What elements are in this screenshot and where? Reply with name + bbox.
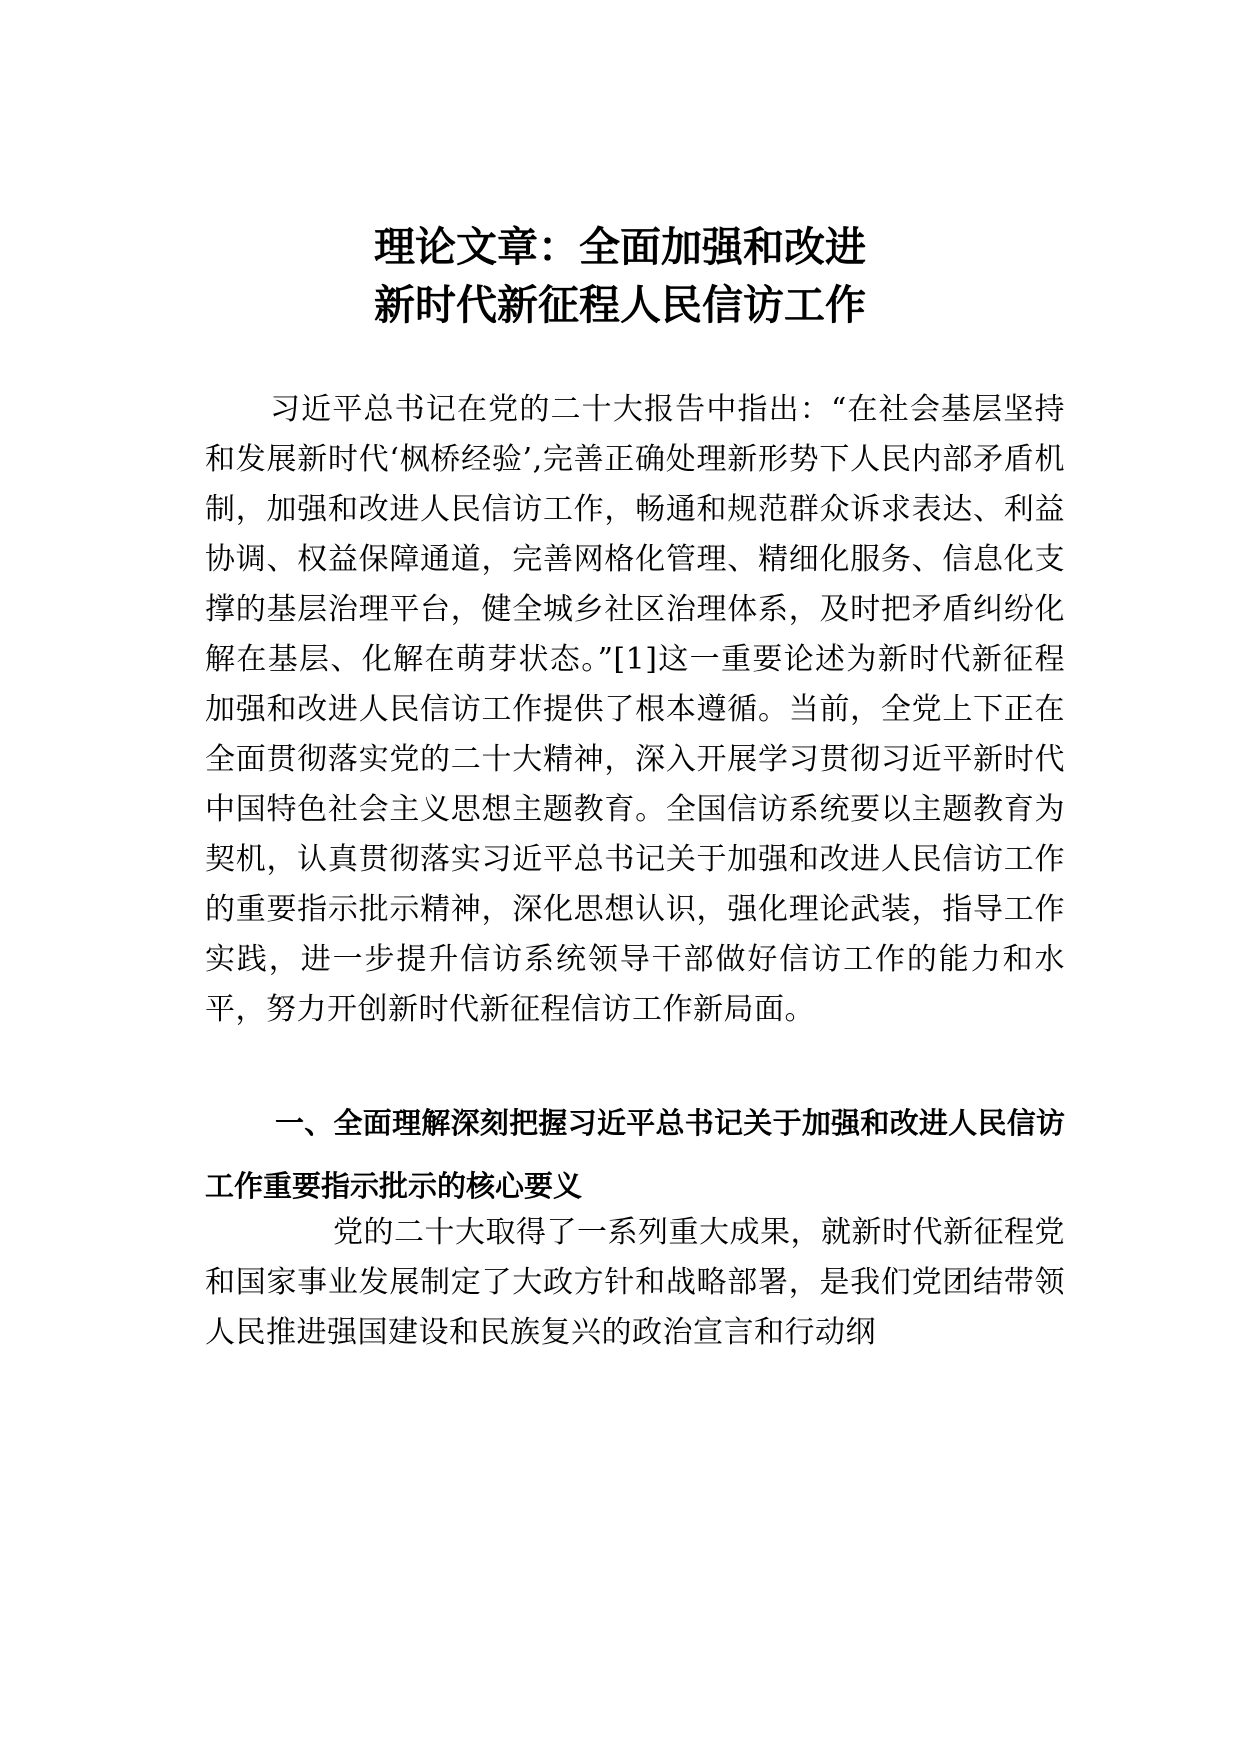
section-heading-1: 一、全面理解深刻把握习近平总书记关于加强和改进人民信访工作重要指示批示的核心要义 <box>205 1106 1065 1203</box>
paragraph-intro: 习近平总书记在党的二十大报告中指出：“在社会基层坚持和发展新时代‘枫桥经验’,完善正确处理新形势下人民内部矛盾机制，加强和改进人民信访工作，畅通和规范群众诉求表达、利益协调、权益保障通道，完善网格化管理、精细化服务、信息化支撑的基层治理平台，健全城乡社区治理体系，及时把矛盾纠纷化解在基层、化解在萌芽状态。”[1]这一重要论述为新时代新征程加强和改进人民信访工作提供了根本遵循。当前，全党上下正在全面贯彻落实党的二十大精神，深入开展学习贯彻习近平新时代中国特色社会主义思想主题教育。全国信访系统要以主题教育为契机，认真贯彻落实习近平总书记关于加强和改进人民信访工作的重要指示批示精神，深化思想认识，强化理论武装，指导工作实践，进一步提升信访系统领导干部做好信访工作的能力和水平，努力开创新时代新征程信访工作新局面。 <box>205 392 1065 1027</box>
title-line-1: 理论文章：全面加强和改进 <box>374 223 866 271</box>
paragraph-section-1: 党的二十大取得了一系列重大成果，就新时代新征程党和国家事业发展制定了大政方针和战略部署，是我们党团结带领人民推进强国建设和民族复兴的政治宣言和行动纲 <box>205 1215 1065 1350</box>
document-title <box>0 218 1240 334</box>
title-line-2: 新时代新征程人民信访工作 <box>374 281 866 329</box>
